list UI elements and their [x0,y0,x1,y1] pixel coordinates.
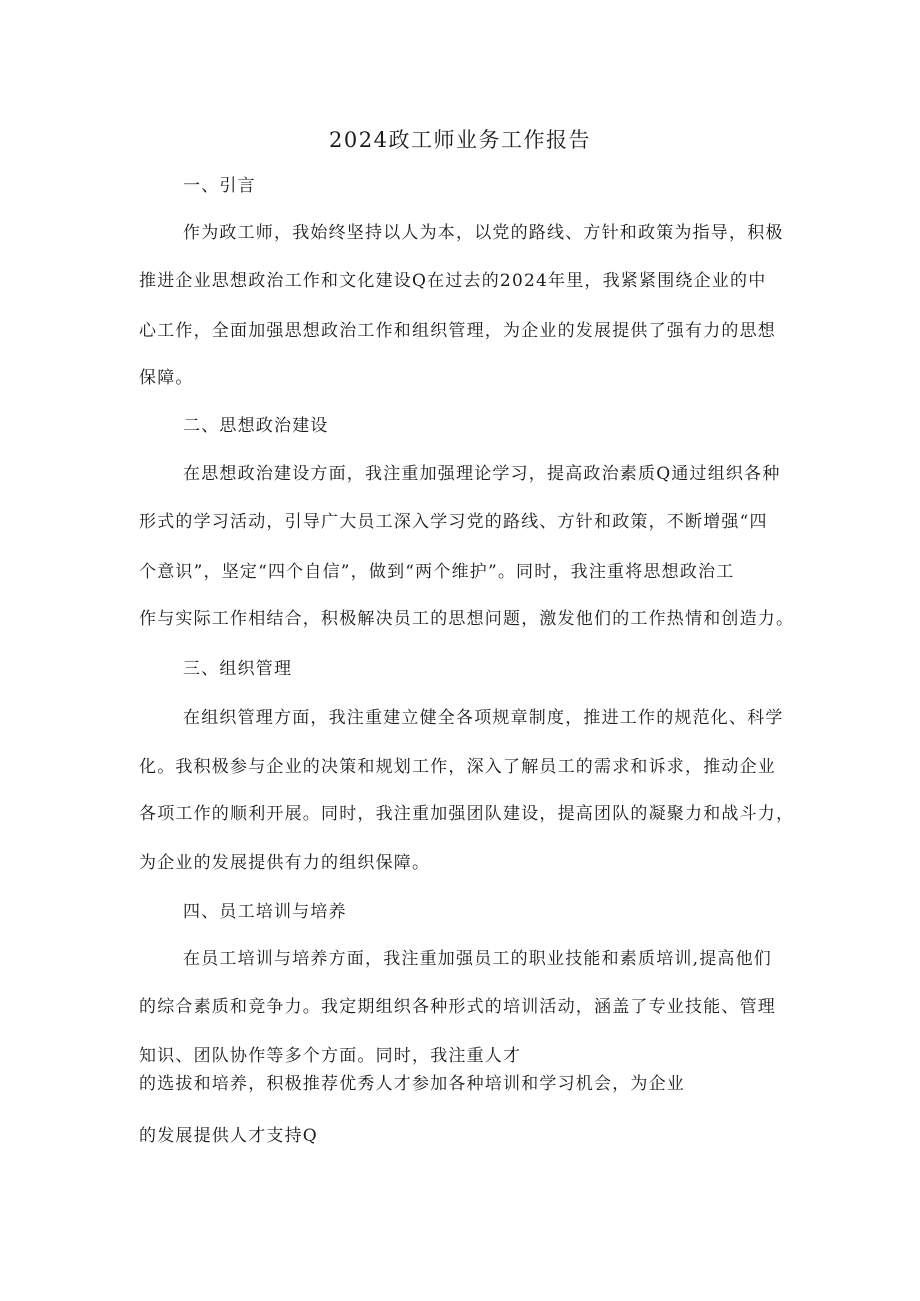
paragraph-line: 的综合素质和竞争力。我定期组织各种形式的培训活动，涵盖了专业技能、管理 [139,997,776,1017]
paragraph-line: 在员工培训与培养方面，我注重加强员工的职业技能和素质培训,提高他们 [183,949,773,969]
section-heading-intro: 一、引言 [183,176,256,196]
paragraph-line: 保障。 [139,368,194,388]
paragraph-line: 形式的学习活动，引导广大员工深入学习党的路线、方针和政策，不断增强“四 [139,512,768,532]
paragraph-line: 为企业的发展提供有力的组织保障。 [139,853,431,873]
section-heading-training: 四、员工培训与培养 [183,902,347,922]
paragraph-line: 各项工作的顺利开展。同时，我注重加强团队建设，提高团队的凝聚力和战斗力， [139,804,795,824]
paragraph-line: 推进企业思想政治工作和文化建设Q在过去的2024年里，我紧紧围绕企业的中 [139,271,767,291]
document-title: 2024政工师业务工作报告 [329,128,591,152]
section-heading-ideology: 二、思想政治建设 [183,416,329,436]
paragraph-line: 化。我积极参与企业的决策和规划工作，深入了解员工的需求和诉求，推动企业 [139,757,776,777]
paragraph-line: 作与实际工作相结合，积极解决员工的思想问题，激发他们的工作热情和创造力。 [139,609,795,629]
paragraph-line: 知识、团队协作等多个方面。同时，我注重人才 [139,1046,522,1066]
paragraph-line: 心工作，全面加强思想政治工作和组织管理，为企业的发展提供了强有力的思想 [139,321,776,341]
paragraph-line: 的发展提供人才支持Q [139,1126,318,1146]
paragraph-line: 在思想政治建设方面，我注重加强理论学习，提高政治素质Q通过组织各种 [183,464,781,484]
paragraph-line: 在组织管理方面，我注重建立健全各项规章制度，推进工作的规范化、科学 [183,708,784,728]
paragraph-line: 作为政工师，我始终坚持以人为本，以党的路线、方针和政策为指导，积极 [183,223,784,243]
section-heading-organization: 三、组织管理 [183,659,293,679]
paragraph-line: 个意识”，坚定“四个自信”，做到“两个维护”。同时，我注重将思想政治工 [139,562,735,582]
paragraph-line: 的选拔和培养，积极推荐优秀人才参加各种培训和学习机会，为企业 [139,1074,685,1094]
